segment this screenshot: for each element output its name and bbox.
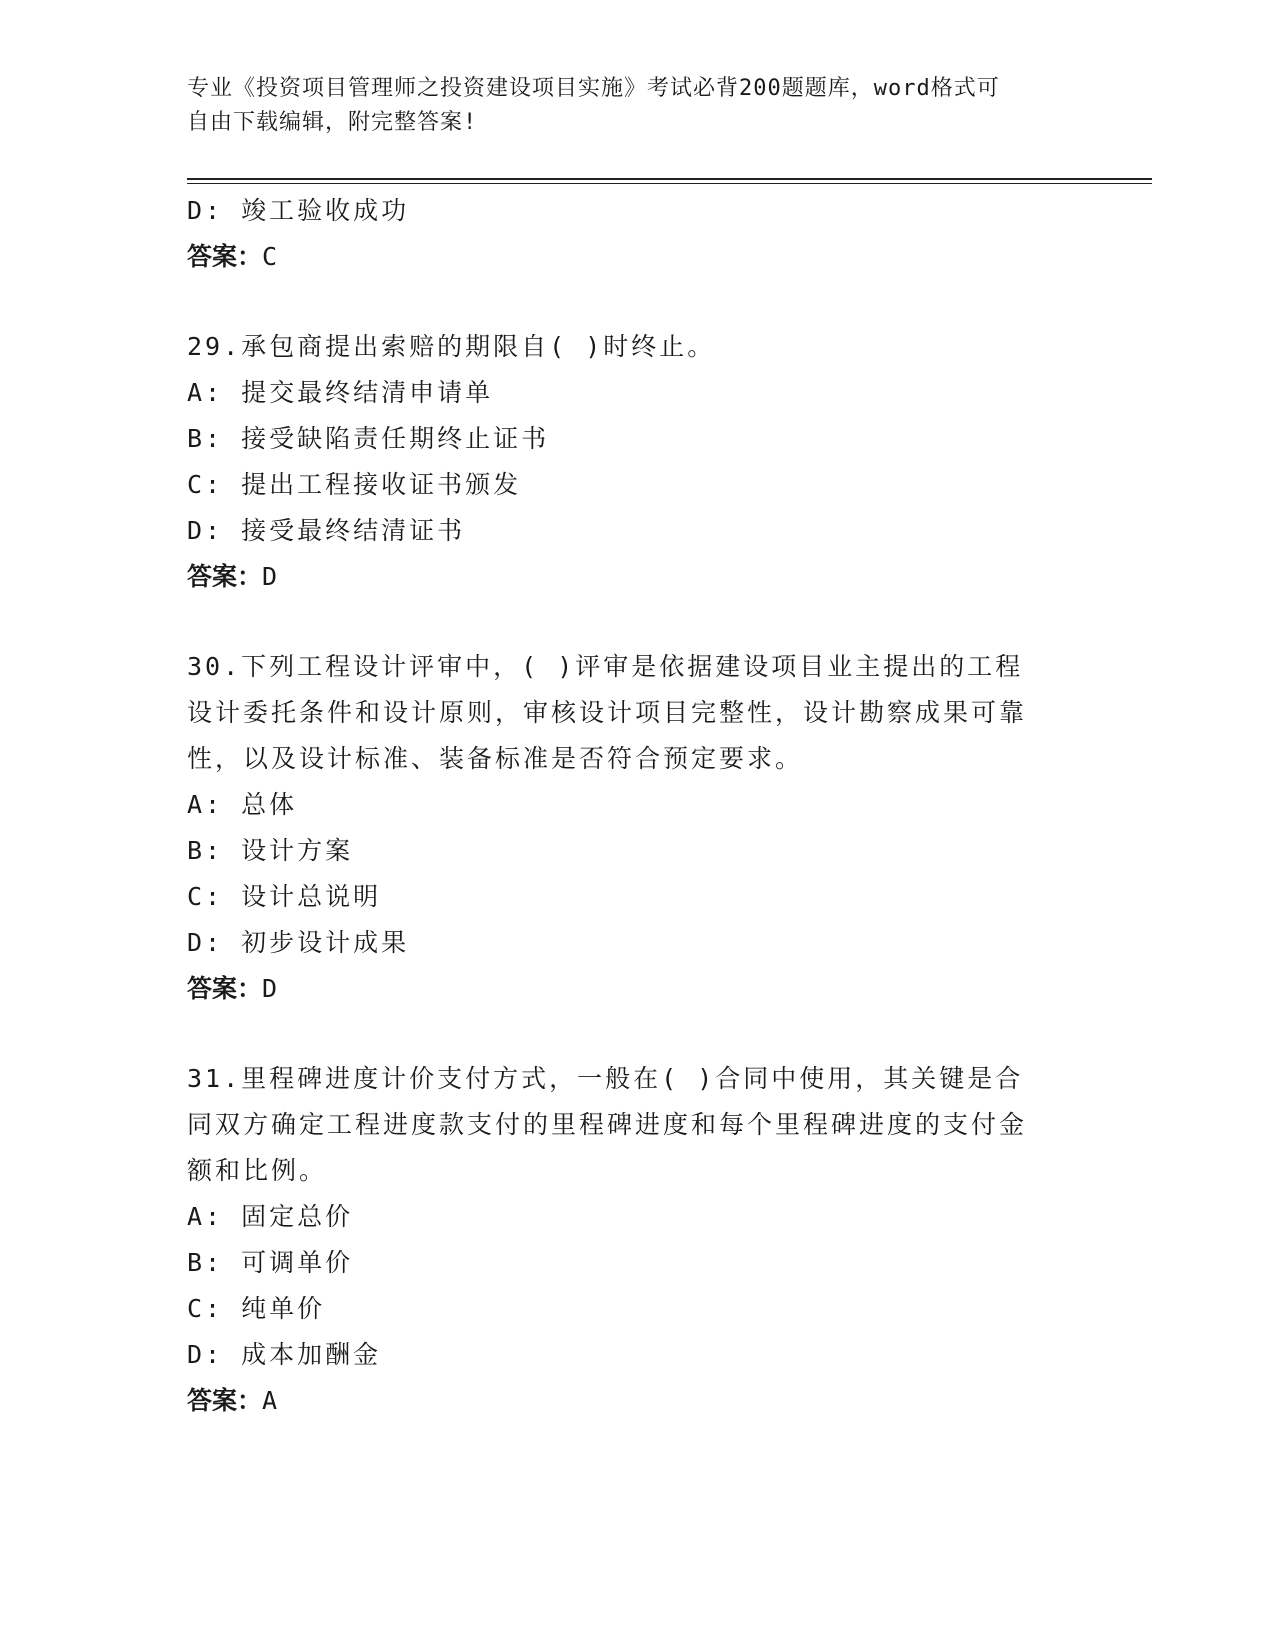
answer-value: D xyxy=(262,974,279,1003)
answer-label: 答案： xyxy=(187,1386,263,1415)
spacer xyxy=(187,280,1067,324)
answer-line xyxy=(187,966,1067,1012)
previous-question-tail xyxy=(187,188,1067,280)
question-stem-line: 31.里程碑进度计价支付方式，一般在( )合同中使用，其关键是合 xyxy=(187,1064,1024,1093)
answer-label: 答案： xyxy=(187,562,263,591)
option-c: C: 设计总说明 xyxy=(187,882,382,911)
answer-line xyxy=(187,1378,1067,1424)
header-divider-thick xyxy=(187,178,1152,180)
option-d: D: 接受最终结清证书 xyxy=(187,516,466,545)
answer-value: C xyxy=(262,242,279,271)
option-b: B: 可调单价 xyxy=(187,1248,354,1277)
spacer xyxy=(187,600,1067,644)
option-a: A: 固定总价 xyxy=(187,1202,354,1231)
answer-line xyxy=(187,234,1067,280)
question-list xyxy=(187,188,1067,1424)
header-line-1: 专业《投资项目管理师之投资建设项目实施》考试必背200题题库，word格式可 xyxy=(187,76,1000,101)
answer-label: 答案： xyxy=(187,974,263,1003)
question-31 xyxy=(187,1056,1067,1424)
question-stem-line: 额和比例。 xyxy=(187,1156,328,1185)
option-a: A: 总体 xyxy=(187,790,298,819)
question-stem-line: 30.下列工程设计评审中，( )评审是依据建设项目业主提出的工程 xyxy=(187,652,1024,681)
answer-value: A xyxy=(262,1386,279,1415)
question-30 xyxy=(187,644,1067,1012)
question-stem-line: 性，以及设计标准、装备标准是否符合预定要求。 xyxy=(187,744,804,773)
option-c: C: 纯单价 xyxy=(187,1294,326,1323)
header-divider-thin xyxy=(187,183,1152,184)
answer-value: D xyxy=(262,562,279,591)
option-d: D: 竣工验收成功 xyxy=(187,196,410,225)
option-c: C: 提出工程接收证书颁发 xyxy=(187,470,522,499)
question-stem-line: 29.承包商提出索赔的期限自( )时终止。 xyxy=(187,332,716,361)
question-29 xyxy=(187,324,1067,600)
option-a: A: 提交最终结清申请单 xyxy=(187,378,494,407)
option-d: D: 初步设计成果 xyxy=(187,928,410,957)
option-b: B: 设计方案 xyxy=(187,836,354,865)
option-b: B: 接受缺陷责任期终止证书 xyxy=(187,424,550,453)
question-stem-line: 同双方确定工程进度款支付的里程碑进度和每个里程碑进度的支付金 xyxy=(187,1110,1028,1139)
option-d: D: 成本加酬金 xyxy=(187,1340,382,1369)
answer-label: 答案： xyxy=(187,242,263,271)
question-stem-line: 设计委托条件和设计原则，审核设计项目完整性，设计勘察成果可靠 xyxy=(187,698,1028,727)
spacer xyxy=(187,1012,1067,1056)
answer-line xyxy=(187,554,1067,600)
document-header xyxy=(187,72,1067,140)
header-line-2: 自由下载编辑，附完整答案! xyxy=(187,110,478,135)
